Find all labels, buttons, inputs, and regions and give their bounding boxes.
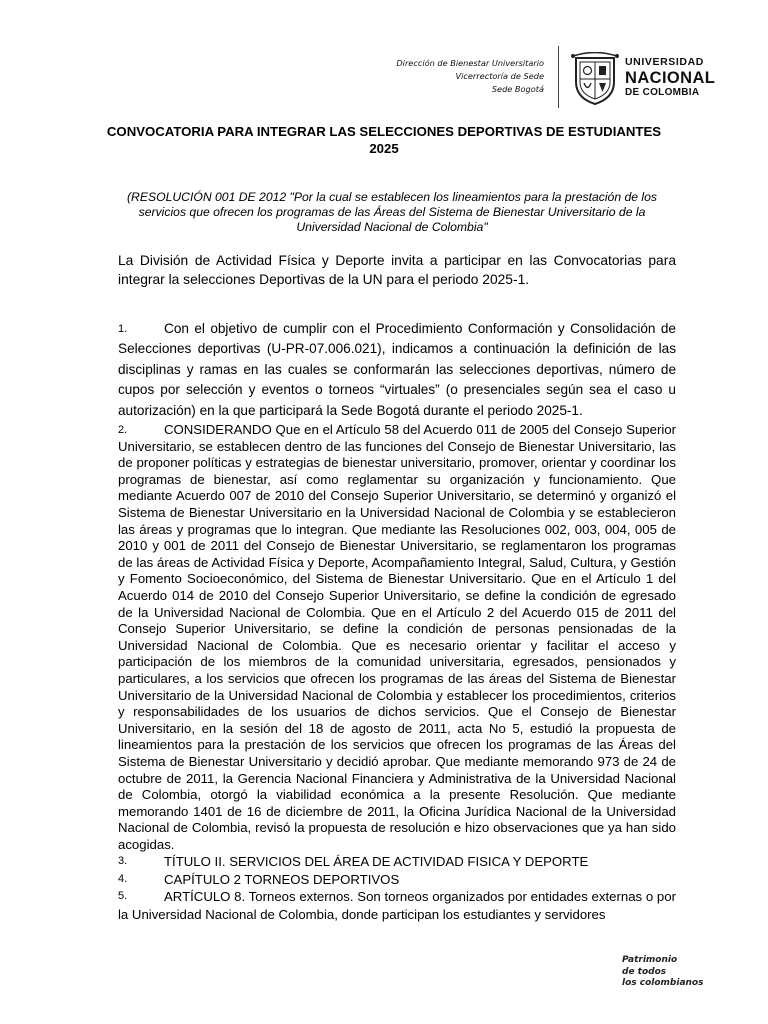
dependency-line: Sede Bogotá [491, 84, 544, 94]
intro-paragraph: La División de Actividad Física y Deporte invita a participar en las Convocatorias para integrar la selecciones Deportivas de la UN para el periodo 2025-1. [118, 253, 676, 287]
tagline-line: los colombianos [622, 978, 704, 988]
item-number: 3. [118, 855, 128, 868]
resolution-reference: (RESOLUCIÓN 001 DE 2012 "Por la cual se establecen los lineamientos para la prestación de los servicios que ofrecen los programas de las Áreas del Sistema de Bienestar Universitario de la Universidad Nacional de Colombia" [126, 190, 658, 234]
dependency-block [380, 57, 544, 96]
numbered-list [118, 319, 676, 923]
university-crest-logo [570, 52, 620, 106]
header-divider [558, 46, 559, 108]
tagline-line: de todos [622, 966, 667, 977]
list-item [118, 888, 676, 923]
patrimonio-tagline [622, 955, 703, 990]
item-text: CONSIDERANDO Que en el Artículo 58 del Acuerdo 011 de 2005 del Consejo Superior Universitario, se establecen dentro de las funciones del Consejo de Bienestar Universitario, las de proponer políticas y estrategias de bienestar universitario, promover, orientar y coordinar los programas de bienestar, así como reglamentar su organización y funcionamiento. Que mediante Acuerdo 007 de 2010 del Consejo Superior Universitario, se determinó y organizó el Sistema de Bienestar Universitario en la Universidad Nacional de Colombia y se establecieron las áreas y programas que lo integran. Que mediante las Resoluciones 002, 003, 004, 005 de 2010 y 001 de 2011 del Consejo de Bienestar Universitario, se reglamentaron los programas de las áreas de Actividad Física y Deporte, Acompañamiento Integral, Salud, Cultura, y Gestión y Fomento Socioeconómico, del Sistema de Bienestar Universitario. Que en el Artículo 1 del Acuerdo 014 de 2010 del Consejo Superior Universitario, se define la condición de egresado de la Universidad Nacional de Colombia. Que en el Artículo 2 del Acuerdo 015 de 2011 del Consejo Superior Universitario, se define la condición de personas pensionadas de la Universidad Nacional de Colombia. Que es necesario orientar y facilitar el acceso y participación de los miembros de la comunidad universitaria, egresados, pensionados y particulares, a los servicios que ofrecen los programas de las áreas del Sistema de Bienestar Universitario de la Universidad Nacional de Colombia y establecer los procedimientos, criterios y responsabilidades de los usuarios de dichos servicios. Que el Consejo de Bienestar Universitario, en la sesión del 18 de agosto de 2011, acta No 5, estudió la propuesta de lineamientos para la prestación de los servicios que ofrecen los programas de las Áreas del Sistema de Bienestar Universitario y decidió aprobar. Que mediante memorando 973 de 24 de octubre de 2011, la Gerencia Nacional Financiera y Administrativa de la Universidad Nacional de Colombia, otorgó la viabilidad económica a la presente Resolución. Que mediante memorando 1401 de 16 de diciembre de 2011, la Oficina Jurídica Nacional de la Universidad Nacional de Colombia, revisó la propuesta de resolución e hizo observaciones que ya han sido acogidas. [118, 422, 676, 852]
item-number: 4. [118, 872, 128, 885]
item-number: 5. [118, 890, 128, 903]
list-item [118, 853, 676, 870]
list-item [118, 871, 676, 888]
wordmark-line-1: UNIVERSIDAD [625, 56, 704, 68]
item-text: TÍTULO II. SERVICIOS DEL ÁREA DE ACTIVIDAD FISICA Y DEPORTE [164, 854, 589, 870]
item-text: ARTÍCULO 8. Torneos externos. Son torneos organizados por entidades externas o por la Universidad Nacional de Colombia, donde participan los estudiantes y servidores [118, 889, 676, 922]
dependency-line: Vicerrectoría de Sede [455, 71, 544, 81]
list-item [118, 319, 676, 421]
list-item [118, 422, 676, 853]
item-text: CAPÍTULO 2 TORNEOS DEPORTIVOS [164, 871, 400, 887]
document-title: CONVOCATORIA PARA INTEGRAR LAS SELECCIONES DEPORTIVAS DE ESTUDIANTES 2025 [106, 124, 662, 156]
wordmark-line-3: DE COLOMBIA [625, 87, 700, 98]
item-number: 2. [118, 424, 128, 437]
item-number: 1. [118, 323, 128, 335]
university-wordmark [625, 56, 715, 99]
tagline-line: Patrimonio [622, 955, 678, 965]
item-text: Con el objetivo de cumplir con el Procedimiento Conformación y Consolidación de Selecciones deportivas (U-PR-07.006.021), indicamos a continuación la definición de las disciplinas y ramas en las cuales se conformarán las selecciones deportivas, número de cupos por selección y eventos o torneos “virtuales” (o presenciales según sea el caso u autorización) en la que participará la Sede Bogotá durante el periodo 2025-1. [118, 321, 676, 418]
dependency-line: Dirección de Bienestar Universitario [396, 58, 544, 68]
wordmark-line-2: NACIONAL [625, 69, 716, 87]
